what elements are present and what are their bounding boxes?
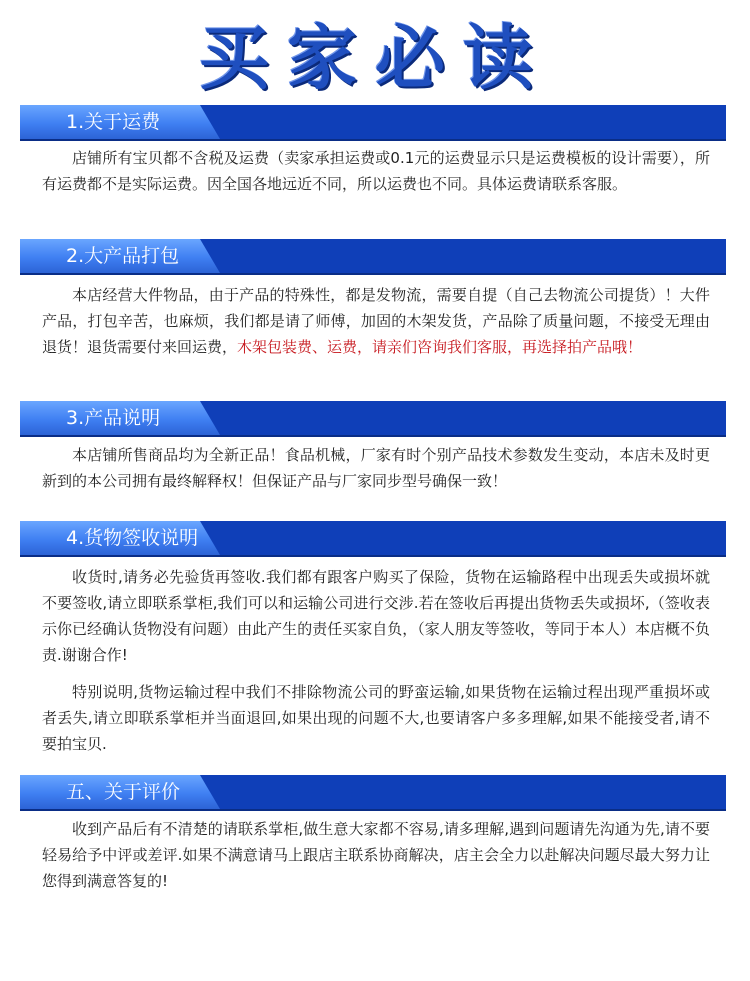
section-header-band [20, 239, 726, 275]
section-paragraph: 本店铺所售商品均为全新正品！食品机械，厂家有时个别产品技术参数发生变动，本店未及时更新到的本公司拥有最终解释权！但保证产品与厂家同步型号确保一致！ [42, 446, 710, 490]
section-paragraph: 店铺所有宝贝都不含税及运费（卖家承担运费或0.1元的运费显示只是运费模板的设计需要），所有运费都不是实际运费。因全国各地远近不同，所以运费也不同。具体运费请联系客服。 [42, 149, 710, 193]
highlight-text: 木架包装费、运费，请亲们咨询我们客服，再选择拍产品哦！ [237, 338, 643, 356]
section-heading: 1.关于运费 [66, 111, 161, 133]
section-header-band [20, 521, 726, 557]
section-header-band [20, 105, 726, 141]
section-header-band [20, 401, 726, 437]
section-paragraph: 收到产品后有不清楚的请联系掌柜,做生意大家都不容易,请多理解,遇到问题请先沟通为先,请不要轻易给予中评或差评.如果不满意请马上跟店主联系协商解决，店主会全力以赴解决问题尽最大努力让您得到满意答复的! [42, 820, 710, 890]
paragraph-text: 本店经营大件物品，由于产品的特殊性，都是发物流，需要自提（自己去物流公司提货）！大件产品，打包辛苦，也麻烦，我们都是请了师傅，加固的木架发货，产品除了质量问题，不接受无理由退货！退货需要付来回运费， [42, 286, 710, 356]
section-paragraph [42, 282, 710, 360]
section-heading: 3.产品说明 [66, 407, 161, 429]
section-heading: 五、关于评价 [66, 781, 181, 803]
section-heading: 4.货物签收说明 [66, 527, 199, 549]
section-paragraph: 收货时,请务必先验货再签收.我们都有跟客户购买了保险，货物在运输路程中出现丢失或损坏就不要签收,请立即联系掌柜,我们可以和运输公司进行交涉.若在签收后再提出货物丢失或损坏,（签收表示你已经确认货物没有问题）由此产生的责任买家自负，（家人朋友等签收，等同于本人）本店概不负责.谢谢合作! [42, 568, 710, 664]
section-paragraph-special-note: 特别说明,货物运输过程中我们不排除物流公司的野蛮运输,如果货物在运输过程出现严重损坏或者丢失,请立即联系掌柜并当面退回,如果出现的问题不大,也要请客户多多理解,如果不能接受者,请不要拍宝贝. [42, 683, 710, 753]
page-title: 买家必读 [199, 17, 551, 99]
section-heading: 2.大产品打包 [66, 245, 180, 267]
section-header-band [20, 775, 726, 811]
